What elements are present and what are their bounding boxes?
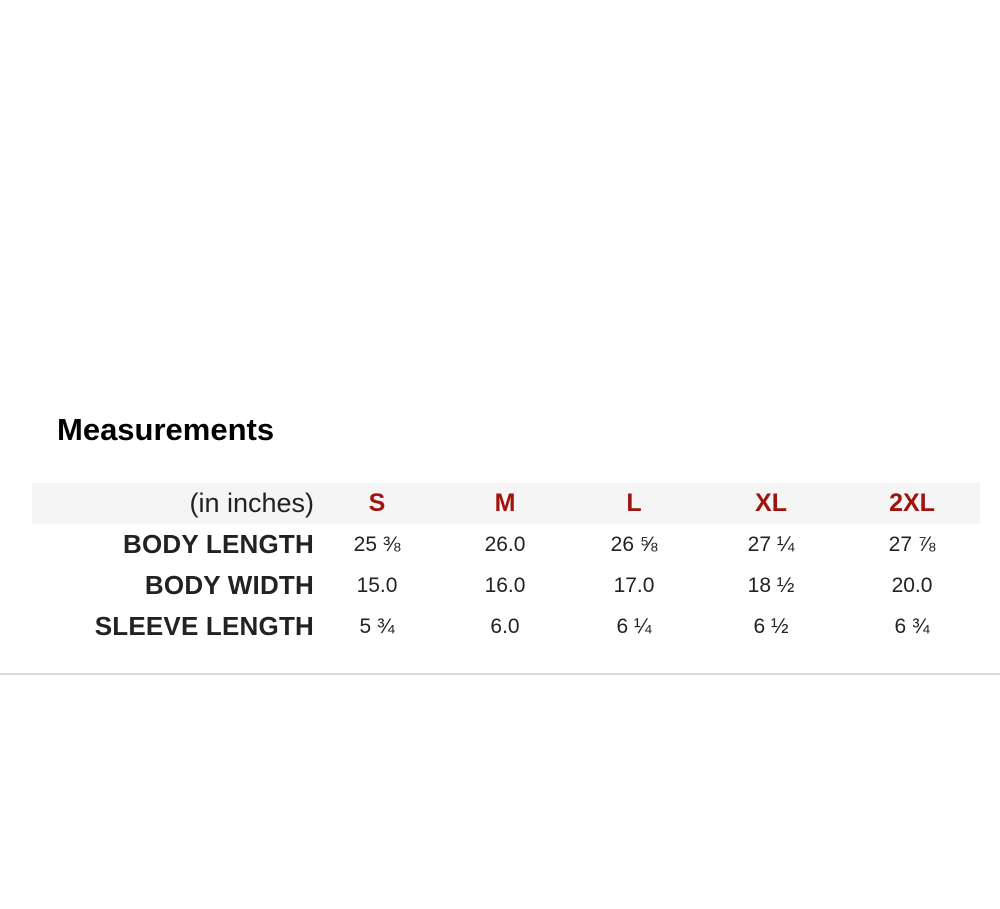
cell-value: 6 ¾ [894,614,930,638]
size-header-s [314,483,440,524]
size-label: M [494,489,516,517]
cell-value: 5 ¾ [359,614,395,638]
table-cell [570,606,698,647]
cell-value: 15.0 [356,573,398,597]
table-cell [314,524,440,565]
cell-value: 27 ⅞ [888,532,936,556]
cell-value: 16.0 [484,573,526,597]
table-cell [844,565,980,606]
cell-value: 6 ¼ [616,614,652,638]
size-header-l [570,483,698,524]
row-label-cell [32,606,314,647]
table-cell [844,606,980,647]
cell-value: 27 ¼ [747,532,795,556]
row-label: BODY WIDTH [144,570,314,600]
cell-value: 17.0 [613,573,655,597]
table-row-body-length [32,524,980,565]
table-cell [440,606,570,647]
table-row-sleeve-length [32,606,980,647]
row-label-cell [32,565,314,606]
size-header-m [440,483,570,524]
size-chart-table [32,483,980,647]
page-title: Measurements [57,412,275,447]
row-label-cell [32,524,314,565]
row-label: BODY LENGTH [123,529,314,559]
table-cell [844,524,980,565]
cell-value: 18 ½ [747,573,795,597]
size-header-xl [698,483,844,524]
table-cell [570,565,698,606]
size-label: L [626,489,642,517]
table-cell [440,524,570,565]
unit-label: (in inches) [189,488,314,518]
cell-value: 6 ½ [753,614,789,638]
table-cell [570,524,698,565]
table-cell [314,565,440,606]
cell-value: 25 ⅜ [353,532,401,556]
row-label: SLEEVE LENGTH [94,611,314,641]
section-divider [0,673,1000,675]
table-cell [440,565,570,606]
table-header-row [32,483,980,524]
unit-label-cell [32,483,314,524]
cell-value: 6.0 [490,614,520,638]
table-cell [698,524,844,565]
size-label: S [368,489,386,517]
cell-value: 26.0 [484,532,526,556]
table-cell [314,606,440,647]
cell-value: 20.0 [891,573,933,597]
size-label: XL [755,489,787,517]
size-label: 2XL [889,489,935,517]
cell-value: 26 ⅝ [610,532,658,556]
table-cell [698,606,844,647]
table-cell [698,565,844,606]
table-row-body-width [32,565,980,606]
size-header-2xl [844,483,980,524]
